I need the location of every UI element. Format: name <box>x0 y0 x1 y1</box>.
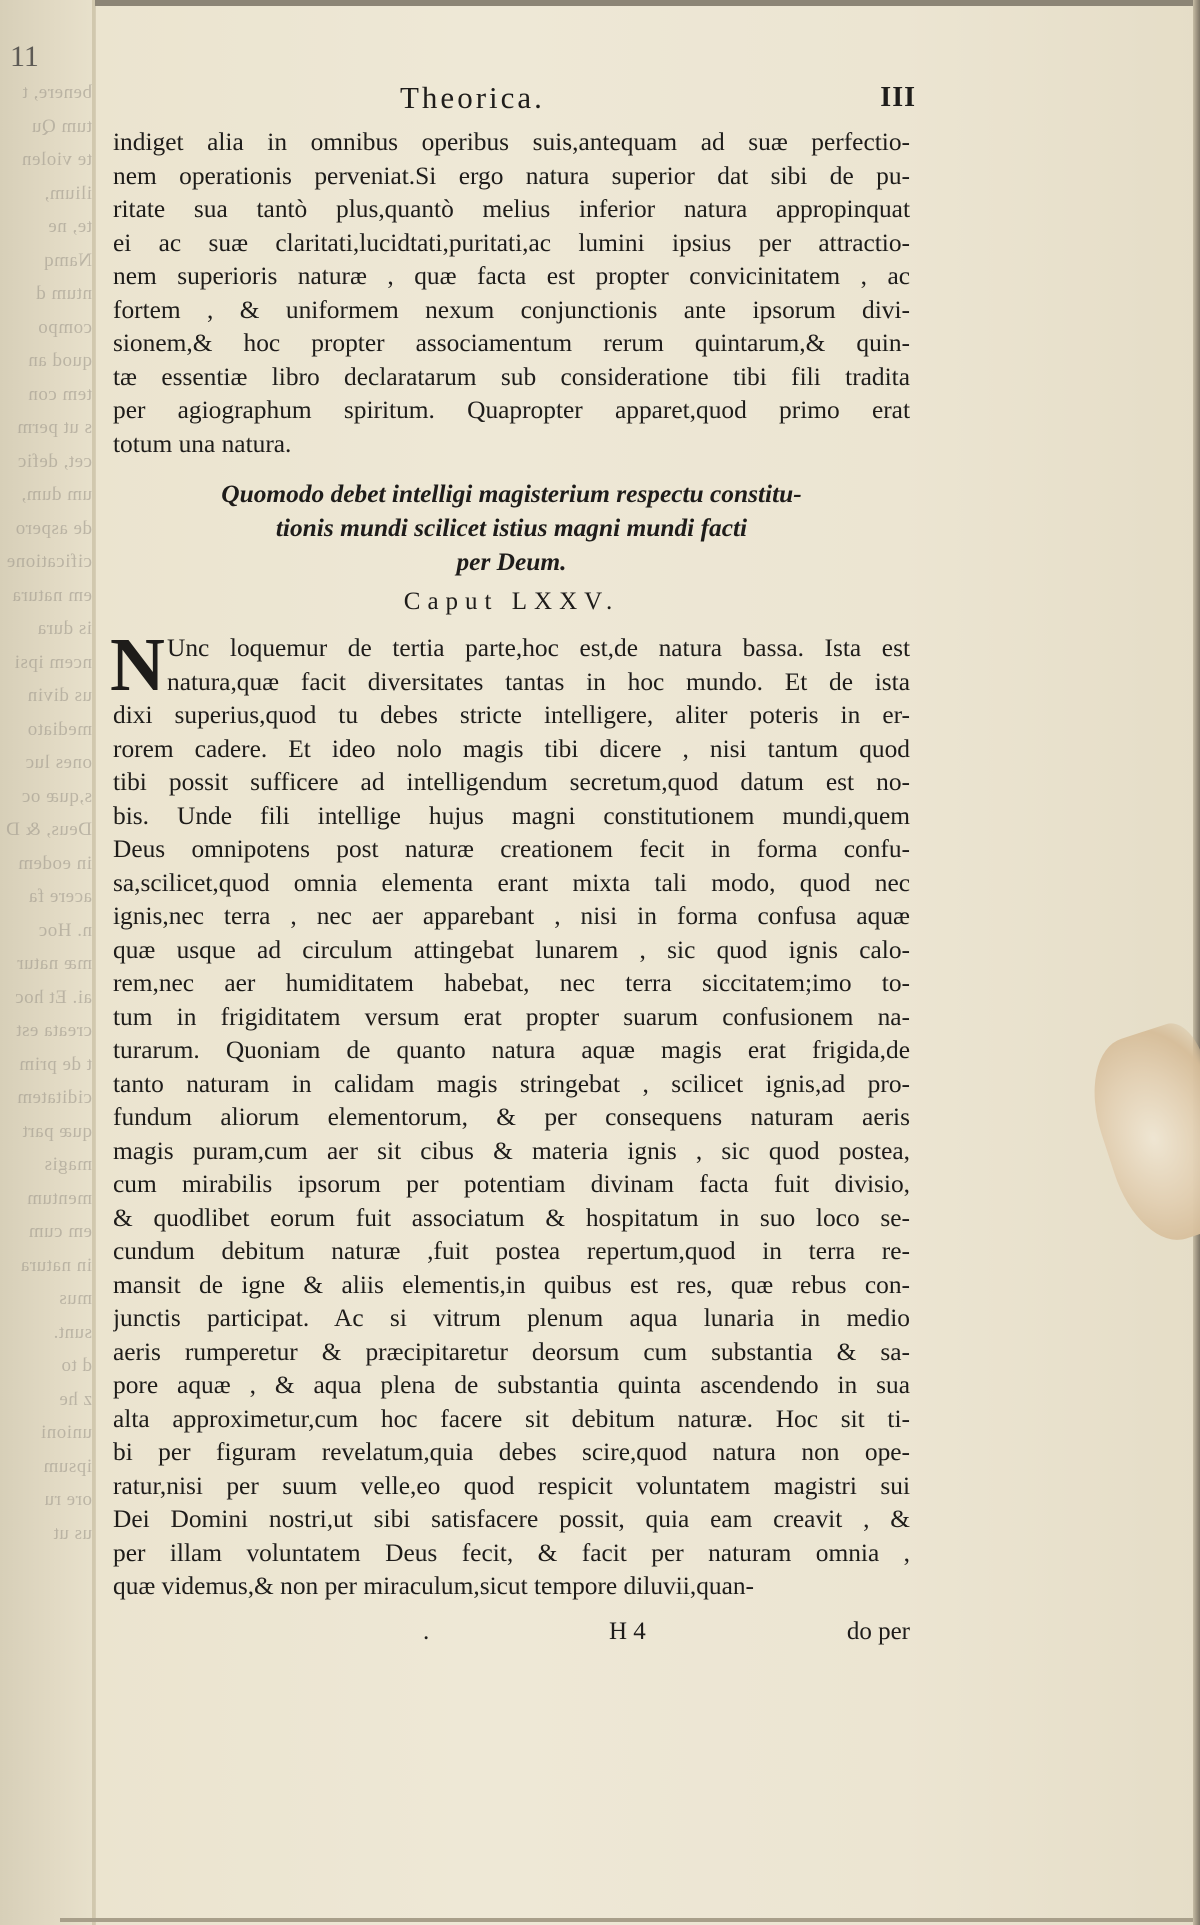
text-line: Dei Domini nostri,ut sibi satisfacere possit, quia eam creavit , & <box>113 1505 910 1533</box>
bleed-through-line: mentum <box>26 1187 92 1209</box>
bleed-through-line: ntum d <box>35 283 92 304</box>
heading-line: Quomodo debet intelligi magisterium respectu constitu- <box>221 480 802 508</box>
text-line: natura,quæ facit diversitates tantas in hoc mundo. Et de ista <box>167 667 910 696</box>
bleed-through-line: us ut <box>53 1522 92 1544</box>
text-line: turarum. Quoniam de quanto natura aquæ magis erat frigida,de <box>113 1036 910 1064</box>
text-line: fundum aliorum elementorum, & per consequens naturam aeris <box>113 1103 910 1131</box>
folio-number: III <box>880 82 916 113</box>
bleed-through-line: um dum, <box>20 484 92 505</box>
bleed-through-line: compo <box>37 316 92 338</box>
text-line: quæ usque ad circulum attingebat lunarem , sic quod ignis calo- <box>113 935 910 964</box>
bleed-through-line: is dura <box>37 618 92 639</box>
text-line: sa,scilicet,quod omnia elementa erant mixta tali modo, quod nec <box>113 868 910 897</box>
running-head: Theorica. <box>400 80 545 115</box>
page-header <box>100 80 920 120</box>
bleed-through-line: in eodem <box>17 852 92 874</box>
bleed-through-line: cet, defic <box>17 450 92 472</box>
bleed-through-line: s,quæ oc <box>21 785 92 807</box>
tape-fragment <box>1075 1017 1200 1254</box>
text-line: & quodlibet eorum fuit associatum & hospitatum in suo loco se- <box>113 1203 910 1232</box>
text-line: totum una natura. <box>113 429 292 458</box>
bleed-through-line: mæ natur <box>16 953 92 974</box>
signature-mark: H 4 <box>609 1618 646 1645</box>
bleed-through-line: n. Hoc <box>38 919 92 941</box>
bleed-through-line: in natura <box>20 1254 92 1276</box>
bleed-through-line: ore ru <box>44 1489 92 1510</box>
bleed-through-line: Namq <box>43 249 92 271</box>
text-line: nem superioris naturæ , quæ facta est propter convicinitatem , ac <box>113 262 910 290</box>
text-line: cum mirabilis ipsorum per potentiam divinam facta fuit divisio, <box>113 1170 910 1198</box>
heading-line: per Deum. <box>456 548 567 576</box>
footer-dot: . <box>423 1618 430 1645</box>
bleed-through-line: z he <box>58 1388 92 1410</box>
text-line: tæ essentiæ libro declaratarum sub consideratione tibi fili tradita <box>113 362 910 391</box>
bleed-through-line: Deus, & D <box>5 819 92 840</box>
text-line: indiget alia in omnibus operibus suis,antequam ad suæ perfectio- <box>113 128 910 156</box>
text-line: tibi possit sufficere ad intelligendum secretum,quod datum est no- <box>113 768 910 796</box>
paragraph-1 <box>113 126 910 461</box>
paragraph-2 <box>113 632 910 1604</box>
text-line: sionem,& hoc propter associamentum rerum quintarum,& quin- <box>113 329 910 357</box>
text-line: tanto naturam in calidam magis stringebat , scilicet ignis,ad pro- <box>113 1069 910 1098</box>
text-line: fortem , & uniformem nexum conjunctionis ante ipsorum divi- <box>113 295 910 324</box>
text-line: Unc loquemur de tertia parte,hoc est,de natura bassa. Ista est <box>167 634 910 662</box>
text-line: rorem cadere. Et ideo nolo magis tibi dicere , nisi tantum quod <box>113 734 910 763</box>
text-line: mansit de igne & aliis elementis,in quibus est res, quæ rebus con- <box>113 1270 910 1299</box>
text-line: pore aquæ , & aqua plena de substantia quinta ascendendo in sua <box>113 1371 910 1399</box>
bleed-through-line: de aspero <box>15 517 92 539</box>
top-edge-shadow <box>95 0 1200 6</box>
bleed-through-line: benere, t <box>22 82 92 103</box>
text-line: rem,nec aer humiditatem habebat, nec terra siccitatem;imo to- <box>113 969 910 997</box>
text-line: junctis participat. Ac si vitrum plenum aqua lunaria in medio <box>113 1304 910 1332</box>
bleed-through-line: tem con <box>27 383 92 405</box>
bleed-through-line: em cum <box>28 1221 92 1242</box>
text-line: ritate sua tantò plus,quantò melius inferior natura appropinquat <box>113 195 910 223</box>
text-line: ignis,nec terra , nec aer apparebant , nisi in forma confusa aquæ <box>113 902 910 930</box>
drop-cap: N <box>110 623 165 707</box>
text-line: Deus omnipotens post naturæ creationem fecit in forma confu- <box>113 835 910 863</box>
bleed-through-line: ones luc <box>25 752 92 773</box>
text-line: magis puram,cum aer sit cibus & materia ignis , sic quod postea, <box>113 1136 910 1165</box>
corner-mark: 11 <box>10 40 39 73</box>
bleed-through-line: tum Qu <box>31 115 92 137</box>
bleed-through-line: s ut perm <box>16 417 92 438</box>
bleed-through-line: quod an <box>27 350 92 371</box>
bleed-through-line: em natura <box>12 584 92 606</box>
bleed-through-line: ai. Et hoc <box>14 986 92 1008</box>
text-line: per illam voluntatem Deus fecit, & facit per naturam omnia , <box>113 1538 910 1567</box>
text-line: bis. Unde fili intellige hujus magni constitutionem mundi,quem <box>113 801 910 830</box>
bleed-through-line: t de prim <box>18 1053 92 1075</box>
bleed-through-line: acere fa <box>28 886 92 907</box>
text-line: alta approximetur,cum hoc facere sit debitum naturæ. Hoc sit ti- <box>113 1404 910 1433</box>
text-line: bi per figuram revelatum,quia debes scire,quod natura non ope- <box>113 1438 910 1466</box>
bleed-through-line: ipsum <box>43 1455 92 1477</box>
heading-line: tionis mundi scilicet istius magni mundi facti <box>275 514 748 542</box>
bleed-through-line: sunt. <box>53 1321 92 1343</box>
page-footer <box>113 1618 910 1652</box>
binding-gutter <box>92 0 95 1925</box>
bleed-through-line: te violen <box>21 149 92 170</box>
bleed-through-line: mus <box>58 1288 92 1309</box>
bleed-through-line: ilium, <box>44 182 92 204</box>
catchword: do per <box>846 1618 910 1645</box>
text-line: ei ac suæ claritati,lucidtati,puritati,ac lumini ipsius per attractio- <box>113 228 910 257</box>
text-line: tum in frigiditatem versum erat propter suarum confusionem na- <box>113 1002 910 1031</box>
bleed-through-line: magis <box>44 1154 92 1175</box>
bleed-through-line: unioni <box>40 1422 92 1443</box>
bleed-through-line: te, ne <box>47 216 92 237</box>
bleed-through-line: mediato <box>27 718 92 740</box>
bleed-through-line: ncem ipsi <box>14 651 92 673</box>
bleed-through-line: ciditatem <box>16 1087 92 1108</box>
text-line: cundum debitum naturæ ,fuit postea repertum,quod in terra re- <box>113 1237 910 1265</box>
bleed-through-line: quæ part <box>22 1120 92 1142</box>
chapter-heading <box>113 477 910 579</box>
text-line: ratur,nisi per suum velle,eo quod respicit voluntatem magistri sui <box>113 1471 910 1500</box>
text-line: aeris rumperetur & præcipitaretur deorsum cum substantia & sa- <box>113 1337 910 1366</box>
text-line: per agiographum spiritum. Quapropter apparet,quod primo erat <box>113 396 910 424</box>
bottom-edge-shadow <box>60 1918 1200 1922</box>
bleed-through-line: cificatione <box>6 551 92 572</box>
text-line: nem operationis perveniat.Si ergo natura superior dat sibi de pu- <box>113 161 910 190</box>
bleed-through-line: d to <box>60 1355 92 1376</box>
text-line: quæ videmus,& non per miraculum,sicut tempore diluvii,quan- <box>113 1572 755 1600</box>
bleed-through-line: us divin <box>27 685 92 706</box>
right-edge-shadow <box>1193 0 1200 1925</box>
chapter-label: Caput LXXV. <box>403 588 620 615</box>
bleed-through-line: creata est <box>15 1020 92 1041</box>
text-line: dixi superius,quod tu debes stricte intelligere, aliter poteris in er- <box>113 701 910 729</box>
